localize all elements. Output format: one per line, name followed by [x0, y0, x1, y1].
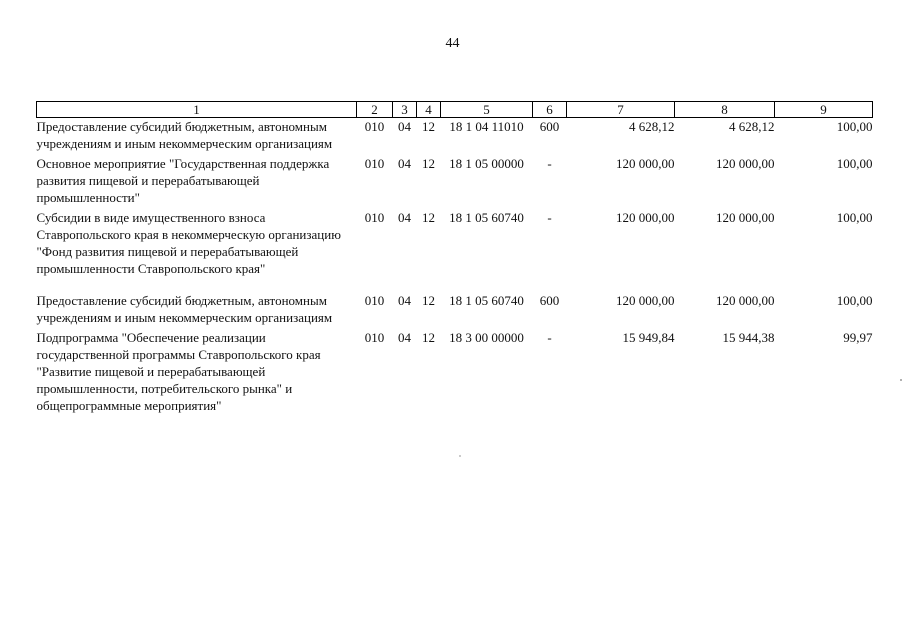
row-subsection-code: 12 [422, 330, 435, 345]
row-target-article: 18 1 04 11010 [449, 119, 524, 134]
row-ministry-code: 010 [364, 119, 385, 134]
page-number: 44 [445, 36, 460, 51]
row-expense-type: - [547, 156, 552, 171]
row-execution-percent: 100,00 [836, 156, 873, 171]
row-description: Основное мероприятие "Государственная поддержка развития пищевой и перерабатывающей промышленности" [36, 156, 330, 205]
table-header [37, 102, 873, 118]
row-description: Предоставление субсидий бюджетным, автономным учреждениям и иным некоммерческим организациям [36, 293, 333, 325]
row-execution-percent: 99,97 [843, 330, 873, 345]
row-ministry-code: 010 [364, 330, 385, 345]
row-subsection-code: 12 [422, 210, 435, 225]
row-executed-amount: 4 628,12 [729, 119, 775, 134]
row-execution-percent: 100,00 [836, 119, 873, 134]
header-col-2: 2 [357, 102, 393, 118]
table-row [37, 118, 873, 156]
row-section-code: 04 [398, 156, 411, 171]
budget-table [36, 101, 873, 417]
row-executed-amount: 15 944,38 [722, 330, 775, 345]
row-planned-amount: 120 000,00 [616, 210, 675, 225]
row-planned-amount: 120 000,00 [616, 293, 675, 308]
row-description: Подпрограмма "Обеспечение реализации государственной программы Ставропольского края "Развитие пищевой и перерабатывающей промышленности, потребительского рынка" и общепрограммные мероприятия" [36, 330, 321, 413]
header-col-4: 4 [417, 102, 441, 118]
row-target-article: 18 1 05 60740 [449, 210, 524, 225]
row-ministry-code: 010 [364, 156, 385, 171]
row-expense-type: - [547, 330, 552, 345]
row-ministry-code: 010 [364, 210, 385, 225]
row-executed-amount: 120 000,00 [716, 293, 775, 308]
table-row [37, 155, 873, 209]
row-subsection-code: 12 [422, 156, 435, 171]
header-col-9: 9 [775, 102, 873, 118]
row-section-code: 04 [398, 293, 411, 308]
row-planned-amount: 15 949,84 [622, 330, 675, 345]
row-expense-type: - [547, 210, 552, 225]
row-section-code: 04 [398, 119, 411, 134]
scan-speck [459, 455, 461, 457]
row-planned-amount: 120 000,00 [616, 156, 675, 171]
row-expense-type: 600 [539, 119, 560, 134]
scan-speck [900, 379, 902, 381]
table-row [37, 329, 873, 417]
header-col-8: 8 [675, 102, 775, 118]
table-row [37, 209, 873, 292]
header-col-6: 6 [533, 102, 567, 118]
header-row [37, 102, 873, 118]
row-execution-percent: 100,00 [836, 210, 873, 225]
row-target-article: 18 1 05 60740 [449, 293, 524, 308]
table-row [37, 292, 873, 329]
row-target-article: 18 1 05 00000 [449, 156, 524, 171]
row-planned-amount: 4 628,12 [629, 119, 675, 134]
row-executed-amount: 120 000,00 [716, 210, 775, 225]
header-col-5: 5 [441, 102, 533, 118]
header-col-7: 7 [567, 102, 675, 118]
header-col-3: 3 [393, 102, 417, 118]
row-subsection-code: 12 [422, 119, 435, 134]
row-subsection-code: 12 [422, 293, 435, 308]
row-executed-amount: 120 000,00 [716, 156, 775, 171]
header-col-1: 1 [37, 102, 357, 118]
row-target-article: 18 3 00 00000 [449, 330, 524, 345]
row-section-code: 04 [398, 330, 411, 345]
row-execution-percent: 100,00 [836, 293, 873, 308]
row-ministry-code: 010 [364, 293, 385, 308]
row-expense-type: 600 [539, 293, 560, 308]
row-description: Предоставление субсидий бюджетным, автономным учреждениям и иным некоммерческим организациям [36, 119, 333, 151]
row-description: Субсидии в виде имущественного взноса Ставропольского края в некоммерческую организацию "Фонд развития пищевой и перерабатывающей промышленности Ставропольского края" [36, 210, 341, 276]
row-section-code: 04 [398, 210, 411, 225]
